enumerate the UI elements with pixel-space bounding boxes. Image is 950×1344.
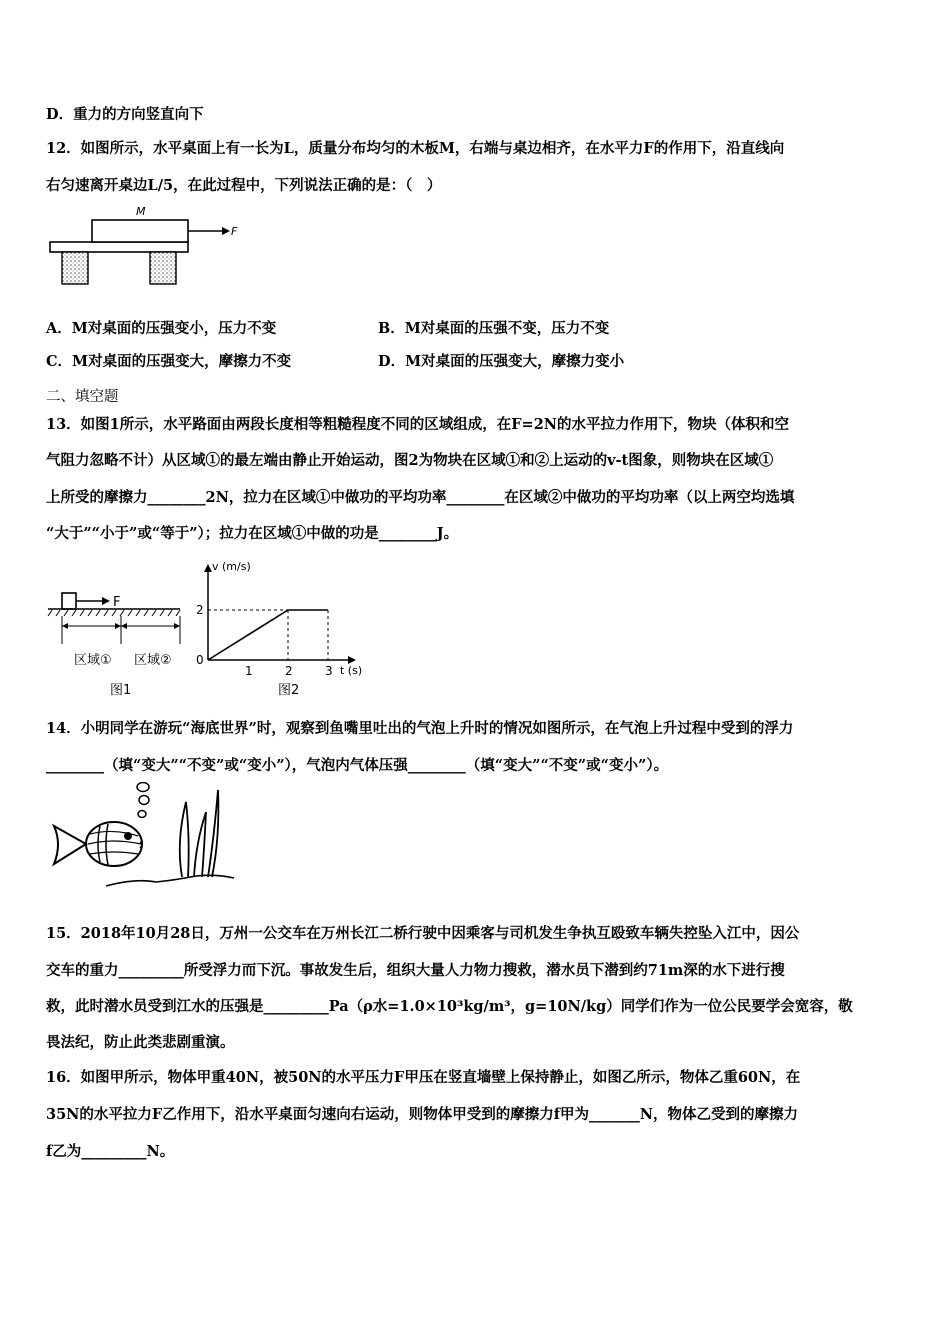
q13-line1: 13．如图1所示，水平路面由两段长度相等粗糙程度不同的区域组成，在F=2N的水平拉力作用下，物块（体积和空 (46, 416, 790, 433)
x-axis-label: t (s) (340, 664, 363, 677)
zone1-label: 区域① (74, 653, 112, 668)
q12-option-c: C．M对桌面的压强变大，摩擦力不变 (46, 353, 292, 370)
bubble-small (138, 811, 146, 818)
fig1-caption: 图1 (110, 683, 132, 698)
fig1-force-label: F (113, 595, 121, 610)
q11-option-d: D．重力的方向竖直向下 (46, 106, 204, 123)
q13-figure2 (190, 560, 370, 708)
seaweed (180, 790, 219, 877)
vt-series-line (208, 610, 328, 660)
table-leg-left (62, 252, 88, 284)
q14-line1: 14．小明同学在游玩“海底世界”时，观察到鱼嘴里吐出的气泡上升时的情况如图所示，在气泡上升过程中受到的浮力 (46, 720, 794, 737)
q14-line2: ________（填“变大”“不变”或“变小”），气泡内气体压强________（填“变大”“不变”或“变小”）。 (46, 757, 669, 774)
q13-figure1 (46, 580, 191, 705)
origin-label: 0 (196, 653, 204, 667)
bubble-medium (139, 796, 149, 805)
table-leg-right (150, 252, 176, 284)
x-tick-1: 1 (245, 664, 253, 678)
table-top (50, 242, 188, 252)
q15-line1: 15．2018年10月28日，万州一公交车在万州长江二桥行驶中因乘客与司机发生争执互殴致车辆失控坠入江中，因公 (46, 925, 800, 942)
y-axis-arrow (204, 564, 212, 572)
q15-line3: 救，此时潜水员受到江水的压强是_________Pa（ρ水=1.0×10³kg/m³，g=10N/kg）同学们作为一位公民要学会宽容，敬 (46, 998, 853, 1015)
x-tick-3: 3 (325, 664, 333, 678)
q13-line4: “大于”“小于”或“等于”）；拉力在区域①中做的功是________J。 (46, 525, 459, 542)
fish-body (86, 822, 142, 866)
zone2-label: 区域② (134, 653, 172, 668)
q13-line2: 气阻力忽略不计）从区域①的最左端由静止开始运动，图2为物块在区域①和②上运动的v-t图象，则物块在区域① (46, 452, 774, 469)
q15-line2: 交车的重力_________所受浮力而下沉。事故发生后，组织大量人力物力搜救，潜水员下潜到约71m深的水下进行搜 (46, 962, 785, 979)
q16-line2: 35N的水平拉力F乙作用下，沿水平桌面匀速向右运动，则物体甲受到的摩擦力f甲为_______N，物体乙受到的摩擦力 (46, 1106, 798, 1123)
q12-option-d: D．M对桌面的压强变大，摩擦力变小 (378, 353, 625, 370)
q12-text-line1: 12．如图所示，水平桌面上有一长为L，质量分布均匀的木板M，右端与桌边相齐，在水平力F的作用下，沿直线向 (46, 140, 785, 157)
section-title: 二、填空题 (46, 389, 119, 405)
force-label: F (231, 225, 238, 238)
fig2-caption: 图2 (278, 683, 300, 698)
q13-line3: 上所受的摩擦力________2N，拉力在区域①中做功的平均功率________在区域②中做功的平均功率（以上两空均选填 (46, 489, 795, 506)
q12-figure (46, 200, 246, 290)
y-axis-label: v (m/s) (212, 560, 251, 573)
q12-option-b: B．M对桌面的压强不变，压力不变 (378, 320, 610, 337)
fish-tail (54, 826, 86, 864)
force-arrow-head (222, 227, 230, 235)
x-axis-arrow (348, 656, 356, 664)
fish-eye (124, 832, 132, 840)
q16-line3: f乙为_________N。 (46, 1143, 175, 1160)
sea-floor (106, 875, 234, 886)
bubble-large (137, 783, 149, 792)
q12-text-line2: 右匀速离开桌边L/5，在此过程中，下列说法正确的是：（ ） (46, 177, 442, 194)
board-m (92, 220, 188, 242)
board-m-label: M (136, 205, 146, 218)
block (62, 593, 76, 609)
q15-line4: 畏法纪，防止此类悲剧重演。 (46, 1034, 235, 1051)
y-tick-2: 2 (196, 603, 204, 617)
q16-line1: 16．如图甲所示，物体甲重40N，被50N的水平压力F甲压在竖直墙壁上保持静止，如图乙所示，物体乙重60N，在 (46, 1069, 801, 1086)
q14-fish-figure (46, 782, 236, 894)
q12-option-a: A．M对桌面的压强变小，压力不变 (46, 320, 277, 337)
x-tick-2: 2 (285, 664, 293, 678)
